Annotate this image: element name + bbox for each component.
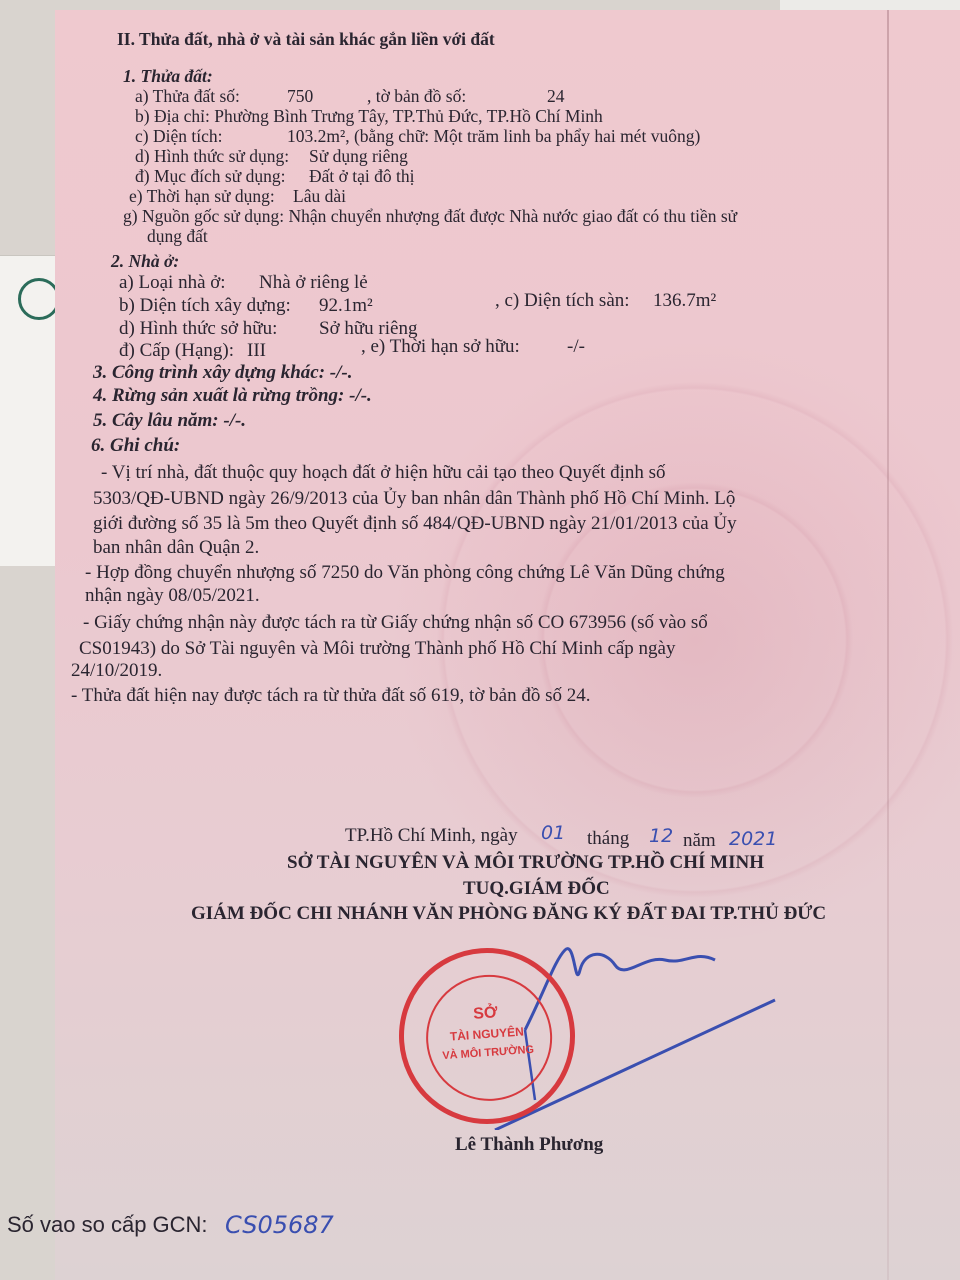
- date-month-label: tháng: [587, 828, 630, 849]
- note-line: - Thửa đất hiện nay được tách ra từ thửa đất số 619, tờ bản đồ số 24.: [71, 685, 591, 706]
- house-type-value: Nhà ở riêng lẻ: [259, 272, 368, 293]
- note-line: 24/10/2019.: [71, 660, 163, 681]
- authority-role: TUQ.GIÁM ĐỐC: [463, 878, 610, 899]
- house-build-area-label: b) Diện tích xây dựng:: [119, 295, 291, 316]
- house-term-value: -/-: [567, 336, 585, 357]
- section-title: II. Thửa đất, nhà ở và tài sản khác gắn liền với đất: [117, 29, 495, 49]
- house-ownership-value: Sở hữu riêng: [319, 318, 418, 339]
- house-grade-value: III: [247, 340, 266, 361]
- land-origin: g) Nguồn gốc sử dụng: Nhận chuyển nhượng đất được Nhà nước giao đất có thu tiền sử: [123, 206, 738, 226]
- signer-name: Lê Thành Phương: [455, 1134, 604, 1155]
- seal-text: VÀ MÔI TRƯỜNG: [441, 1043, 535, 1063]
- note-line: - Vị trí nhà, đất thuộc quy hoạch đất ở hiện hữu cải tạo theo Quyết định số: [101, 462, 666, 483]
- house-floor-area-label: , c) Diện tích sàn:: [495, 290, 630, 311]
- register-value: CS05687: [225, 1211, 334, 1239]
- note-line: CS01943) do Sở Tài nguyên và Môi trường Thành phố Hồ Chí Minh cấp ngày: [79, 638, 676, 659]
- other-works: 3. Công trình xây dựng khác: -/-.: [93, 362, 353, 383]
- date-day: 01: [541, 822, 566, 844]
- logo-icon: [18, 278, 60, 320]
- land-address: b) Địa chỉ: Phường Bình Trưng Tây, TP.Thủ Đức, TP.Hồ Chí Minh: [135, 106, 603, 126]
- authority-name: SỞ TÀI NGUYÊN VÀ MÔI TRƯỜNG TP.HỒ CHÍ MINH: [287, 852, 765, 873]
- land-area-label: c) Diện tích:: [135, 126, 223, 146]
- register-label: Số vao so cấp GCN:: [7, 1212, 208, 1237]
- note-line: - Hợp đồng chuyển nhượng số 7250 do Văn phòng công chứng Lê Văn Dũng chứng: [85, 562, 725, 583]
- house-term-label: , e) Thời hạn sở hữu:: [361, 336, 520, 357]
- date-year-label: năm: [683, 830, 716, 851]
- land-map-value: 24: [547, 86, 565, 106]
- certificate-page: [7, 10, 960, 1280]
- house-ownership-label: d) Hình thức sở hữu:: [119, 318, 278, 339]
- seal-text: TÀI NGUYÊN: [449, 1024, 525, 1044]
- land-parcel-label: a) Thửa đất số:: [135, 86, 240, 106]
- perennial-trees: 5. Cây lâu năm: -/-.: [93, 410, 247, 431]
- land-term-label: e) Thời hạn sử dụng:: [129, 186, 275, 206]
- house-floor-area-value: 136.7m²: [653, 290, 717, 311]
- note-line: 5303/QĐ-UBND ngày 26/9/2013 của Ủy ban nhân dân Thành phố Hồ Chí Minh. Lộ: [93, 488, 736, 509]
- seal-text: SỞ: [472, 1004, 499, 1023]
- land-term-value: Lâu dài: [293, 186, 346, 206]
- date-month: 12: [649, 825, 674, 847]
- planted-forest: 4. Rừng sản xuất là rừng trồng: -/-.: [93, 385, 372, 406]
- note-line: ban nhân dân Quận 2.: [93, 537, 260, 558]
- note-line: nhận ngày 08/05/2021.: [85, 585, 260, 606]
- note-line: - Giấy chứng nhận này được tách ra từ Giấy chứng nhận số CO 673956 (số vào sổ: [83, 612, 708, 633]
- date-year: 2021: [729, 828, 778, 850]
- land-use-form-label: d) Hình thức sử dụng:: [135, 146, 290, 166]
- land-area-value: 103.2m², (bằng chữ: Một trăm linh ba phẩy hai mét vuông): [287, 126, 701, 146]
- land-purpose-value: Đất ở tại đô thị: [309, 166, 415, 186]
- land-map-label: , tờ bản đồ số:: [367, 86, 467, 106]
- page-fold: [887, 10, 889, 1280]
- land-parcel-value: 750: [287, 86, 314, 106]
- notes-heading: 6. Ghi chú:: [91, 435, 181, 456]
- house-grade-label: đ) Cấp (Hạng):: [119, 340, 235, 361]
- date-prefix: TP.Hồ Chí Minh, ngày: [345, 825, 518, 846]
- note-line: giới đường số 35 là 5m theo Quyết định số 484/QĐ-UBND ngày 21/01/2013 của Ủy: [93, 513, 737, 534]
- land-use-form-value: Sử dụng riêng: [309, 146, 408, 166]
- land-origin-cont: dụng đất: [147, 226, 208, 246]
- house-type-label: a) Loại nhà ở:: [119, 272, 226, 293]
- house-heading: 2. Nhà ở:: [111, 251, 180, 271]
- house-build-area-value: 92.1m²: [319, 295, 373, 316]
- land-heading: 1. Thửa đất:: [123, 66, 213, 86]
- authority-branch: GIÁM ĐỐC CHI NHÁNH VĂN PHÒNG ĐĂNG KÝ ĐẤT ĐAI TP.THỦ ĐỨC: [191, 903, 827, 924]
- land-purpose-label: đ) Mục đích sử dụng:: [135, 166, 286, 186]
